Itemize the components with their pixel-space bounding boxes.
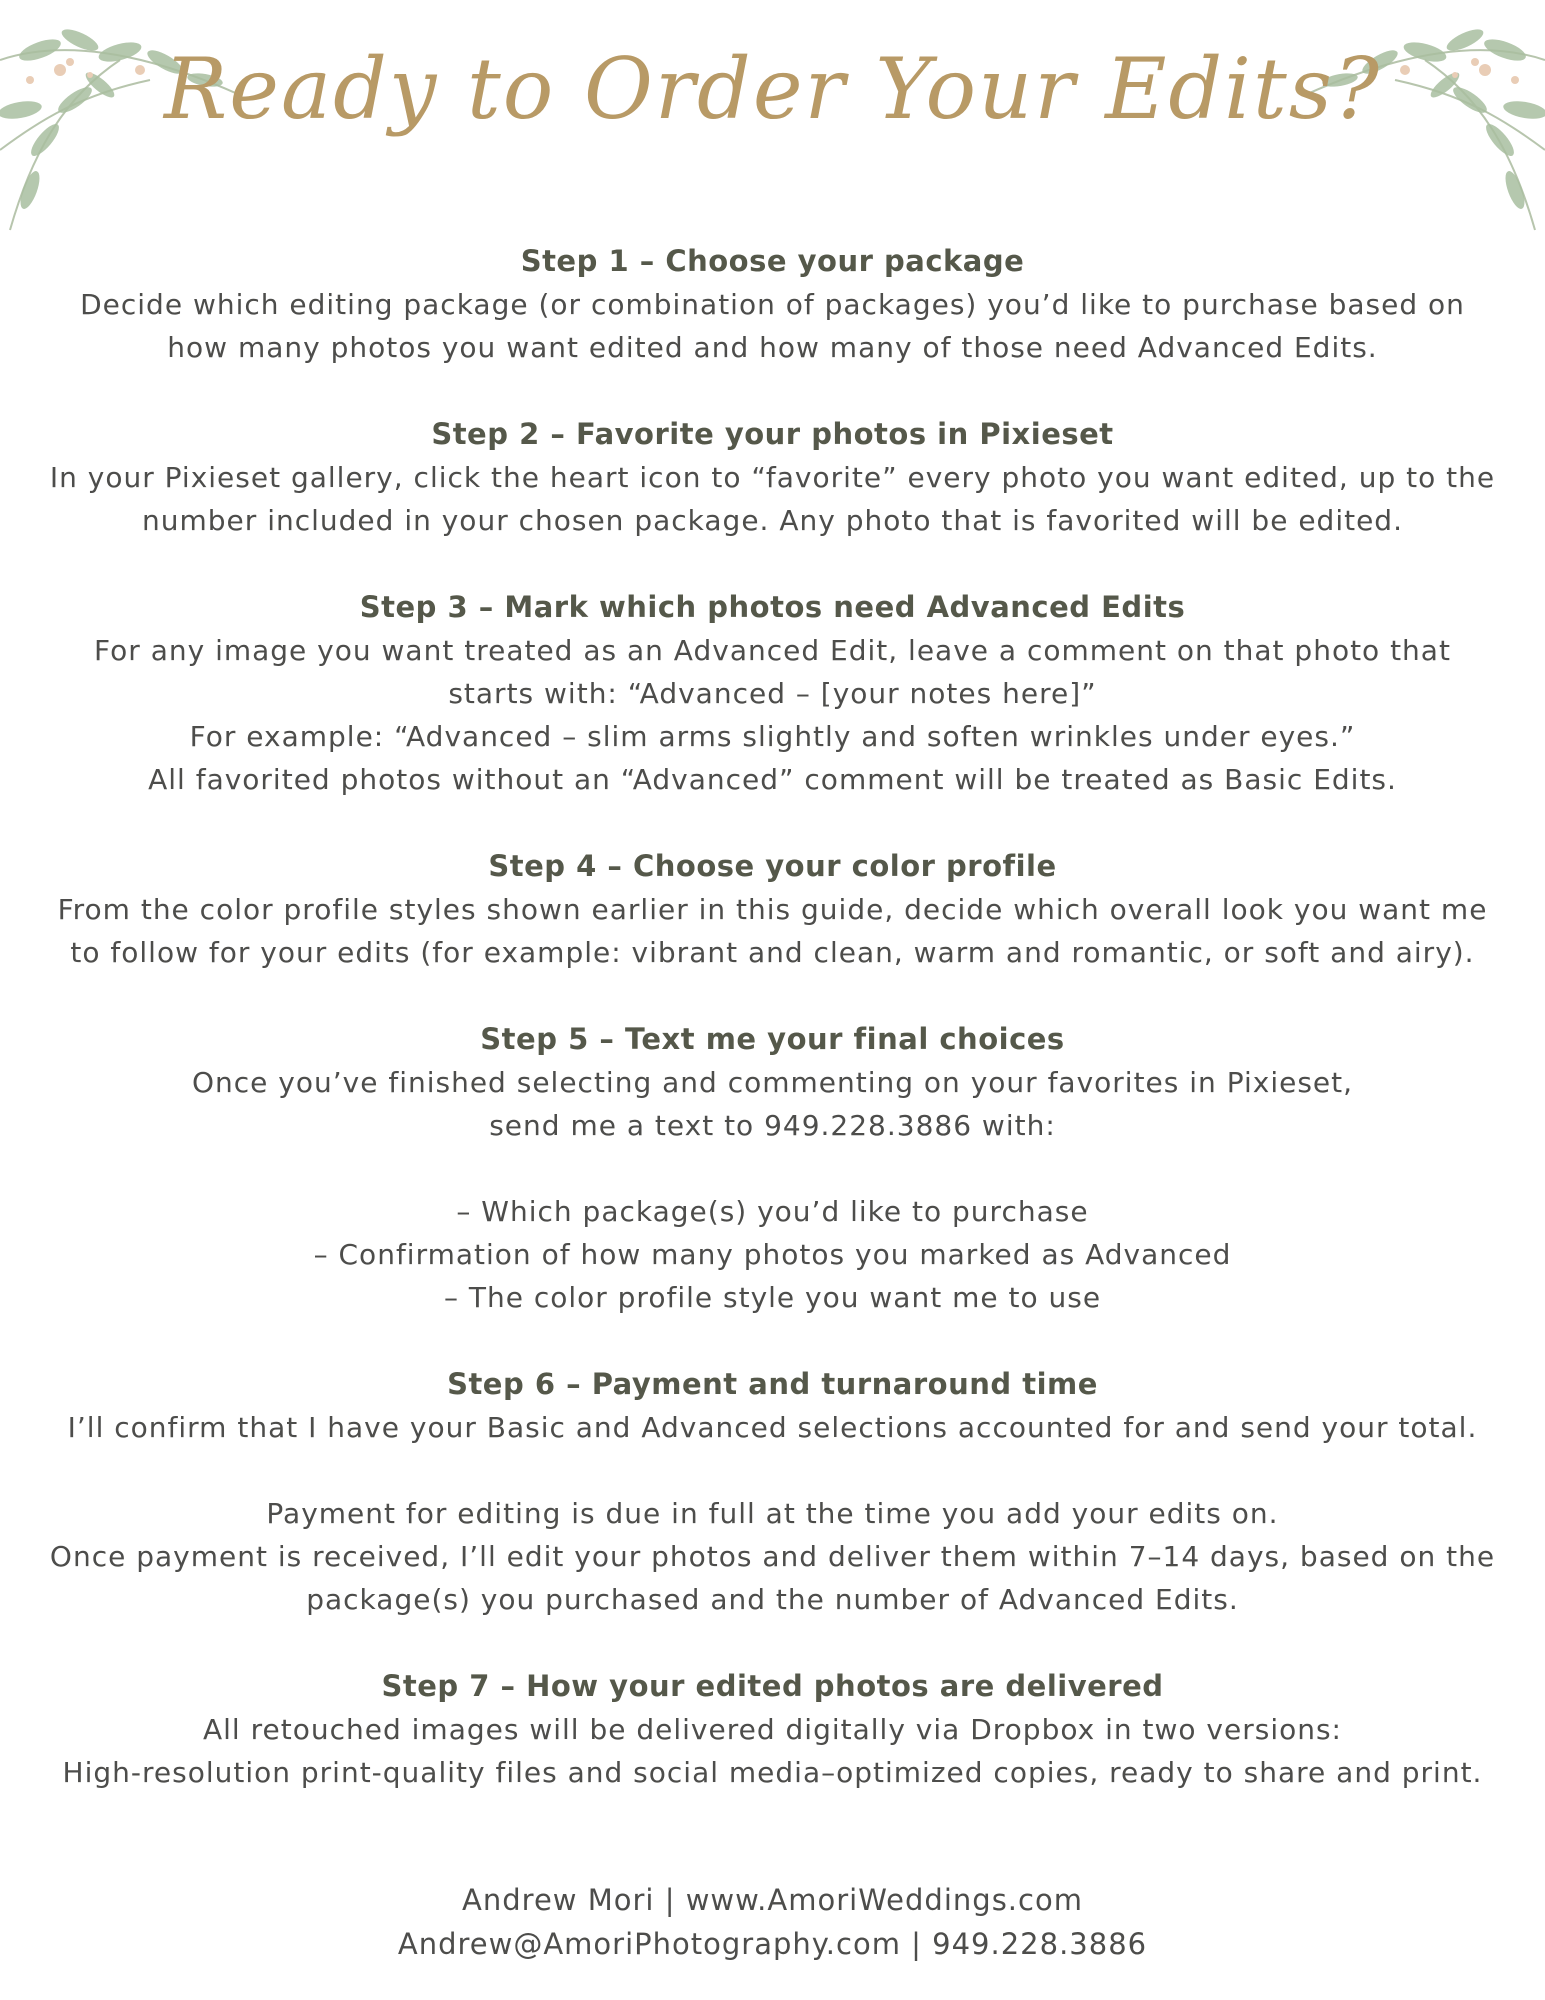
paragraph-gap	[40, 1449, 1505, 1492]
step-text-line: I’ll confirm that I have your Basic and Advanced selections accounted for and send your total.	[67, 1411, 1478, 1444]
step-text-line: starts with: “Advanced – [your notes here]”	[448, 677, 1097, 710]
step-text-line: Once payment is received, I’ll edit your photos and deliver them within 7–14 days, based on the	[49, 1540, 1496, 1573]
step-text-line: For any image you want treated as an Advanced Edit, leave a comment on that photo that	[94, 634, 1451, 667]
page-title: Ready to Order Your Edits?	[164, 40, 1381, 138]
step-text-line: High-resolution print-quality files and social media–optimized copies, ready to share and print.	[62, 1756, 1483, 1789]
step-text-line: All retouched images will be delivered digitally via Dropbox in two versions:	[203, 1713, 1342, 1746]
paragraph-gap	[40, 1147, 1505, 1190]
step-text-line: – The color profile style you want me to use	[443, 1281, 1102, 1314]
step-text-line: All favorited photos without an “Advanced” comment will be treated as Basic Edits.	[148, 763, 1397, 796]
step-heading: Step 3 – Mark which photos need Advanced Edits	[359, 590, 1186, 624]
step-text-line: From the color profile styles shown earlier in this guide, decide which overall look you want me	[57, 893, 1488, 926]
steps-list	[40, 240, 1505, 1838]
step-heading: Step 6 – Payment and turnaround time	[447, 1367, 1098, 1401]
step-text-line: Once you’ve finished selecting and commenting on your favorites in Pixieset,	[191, 1066, 1354, 1099]
footer-line-email-phone: Andrew@AmoriPhotography.com | 949.228.3886	[397, 1927, 1148, 1961]
step-heading: Step 4 – Choose your color profile	[488, 849, 1057, 883]
step-heading: Step 5 – Text me your final choices	[480, 1022, 1065, 1056]
step-text-line: to follow for your edits (for example: vibrant and clean, warm and romantic, or soft and airy).	[70, 936, 1475, 969]
step-text-line: number included in your chosen package. Any photo that is favorited will be edited.	[142, 504, 1403, 537]
step-text-line: package(s) you purchased and the number of Advanced Edits.	[306, 1583, 1239, 1616]
step-section	[40, 586, 1505, 801]
step-text-line: send me a text to 949.228.3886 with:	[489, 1109, 1056, 1142]
footer-line-website: Andrew Mori | www.AmoriWeddings.com	[462, 1883, 1083, 1917]
step-section	[40, 845, 1505, 974]
step-text-line: how many photos you want edited and how many of those need Advanced Edits.	[167, 331, 1378, 364]
step-text-line: – Which package(s) you’d like to purchase	[456, 1195, 1089, 1228]
step-text-line: For example: “Advanced – slim arms slightly and soften wrinkles under eyes.”	[189, 720, 1356, 753]
step-text-line: – Confirmation of how many photos you marked as Advanced	[313, 1238, 1232, 1271]
step-heading: Step 1 – Choose your package	[520, 244, 1025, 278]
contact-footer	[0, 1878, 1545, 1966]
step-section	[40, 1018, 1505, 1319]
step-section	[40, 240, 1505, 369]
step-heading: Step 7 – How your edited photos are delivered	[381, 1669, 1164, 1703]
step-text-line: In your Pixieset gallery, click the heart icon to “favorite” every photo you want edited, up to the	[49, 461, 1496, 494]
step-section	[40, 1363, 1505, 1621]
step-text-line: Decide which editing package (or combination of packages) you’d like to purchase based on	[80, 288, 1465, 321]
step-section	[40, 1665, 1505, 1794]
step-section	[40, 413, 1505, 542]
step-text-line: Payment for editing is due in full at the time you add your edits on.	[266, 1497, 1279, 1530]
step-heading: Step 2 – Favorite your photos in Pixieset	[431, 417, 1114, 451]
